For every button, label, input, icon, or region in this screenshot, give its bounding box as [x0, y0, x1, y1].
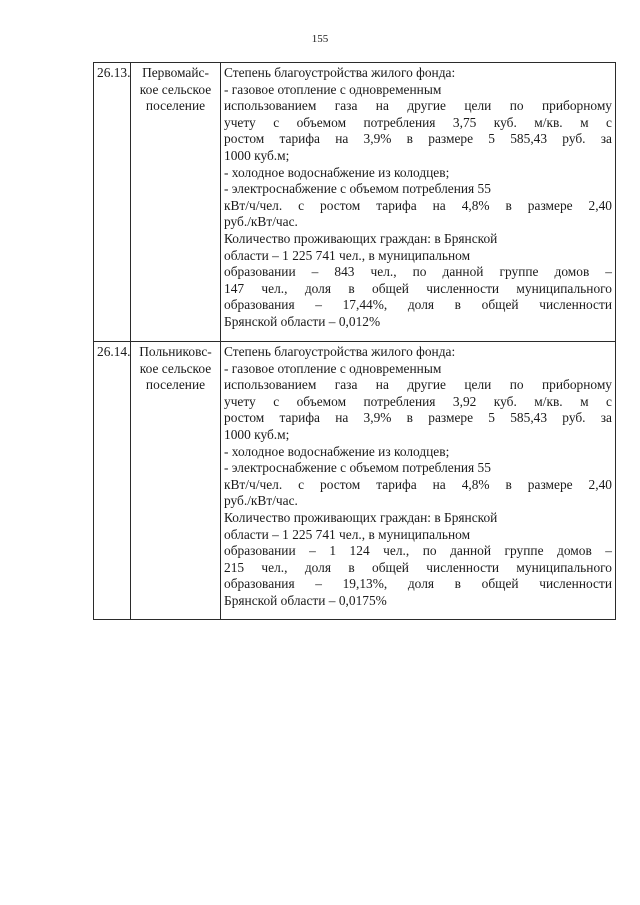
description-line: - газовое отопление с одновременным [224, 360, 442, 376]
description-line: учету с объемом потребления 3,92 куб. м/кв. м с [224, 393, 612, 409]
settlement-name-line: Первомайс- [142, 65, 209, 80]
settlement-name-line: поселение [145, 377, 206, 393]
table-row [94, 342, 616, 620]
row-number-cell: 26.14. [94, 342, 131, 620]
description-cell [221, 63, 616, 342]
description-line: - электроснабжение с объемом потребления 55 [224, 460, 491, 476]
description-line: образования – 17,44%, доля в общей численности [224, 297, 612, 313]
description-line: руб./кВт/час. [224, 214, 298, 230]
description-line: 1000 куб.м; [224, 147, 290, 163]
page-number: 155 [311, 33, 329, 45]
description-line: области – 1 225 741 чел., в муниципальном [224, 247, 471, 263]
settlement-name-line: кое сельское [139, 360, 212, 376]
description-line: Брянской области – 0,0175% [224, 592, 387, 608]
description-line: - холодное водоснабжение из колодцев; [224, 443, 450, 459]
description-line: кВт/ч/чел. с ростом тарифа на 4,8% в размере 2,40 [224, 197, 612, 213]
description-line: образовании – 843 чел., по данной группе домов – [224, 264, 612, 280]
description-line: руб./кВт/час. [224, 493, 298, 509]
settlement-name-cell [131, 63, 221, 342]
description-line: Степень благоустройства жилого фонда: [224, 344, 456, 359]
description-line: Степень благоустройства жилого фонда: [224, 65, 456, 80]
description-line: образовании – 1 124 чел., по данной группе домов – [224, 543, 612, 559]
row-number-cell: 26.13. [94, 63, 131, 342]
description-line: учету с объемом потребления 3,75 куб. м/кв. м с [224, 114, 612, 130]
housing-table [93, 62, 616, 620]
description-line: - холодное водоснабжение из колодцев; [224, 164, 450, 180]
description-line: ростом тарифа на 3,9% в размере 5 585,43 руб. за [224, 410, 612, 426]
settlement-name-line: поселение [145, 98, 206, 114]
description-line: использованием газа на другие цели по приборному [224, 98, 612, 114]
description-line: Количество проживающих граждан: в Брянской [224, 230, 498, 246]
description-line: 1000 куб.м; [224, 426, 290, 442]
description-line: использованием газа на другие цели по приборному [224, 377, 612, 393]
description-line: - газовое отопление с одновременным [224, 81, 442, 97]
description-line: области – 1 225 741 чел., в муниципальном [224, 526, 471, 542]
description-line: кВт/ч/чел. с ростом тарифа на 4,8% в размере 2,40 [224, 476, 612, 492]
settlement-name-cell [131, 342, 221, 620]
settlement-name-line: Польниковс- [139, 344, 212, 359]
table-row [94, 63, 616, 342]
description-line: 147 чел., доля в общей численности муниципального [224, 280, 612, 296]
description-line: Брянской области – 0,012% [224, 313, 381, 329]
description-line: Количество проживающих граждан: в Брянской [224, 509, 498, 525]
description-line: 215 чел., доля в общей численности муниципального [224, 559, 612, 575]
settlement-name-line: кое сельское [139, 81, 212, 97]
description-cell [221, 342, 616, 620]
description-line: ростом тарифа на 3,9% в размере 5 585,43 руб. за [224, 131, 612, 147]
description-line: - электроснабжение с объемом потребления 55 [224, 181, 491, 197]
description-line: образования – 19,13%, доля в общей численности [224, 576, 612, 592]
